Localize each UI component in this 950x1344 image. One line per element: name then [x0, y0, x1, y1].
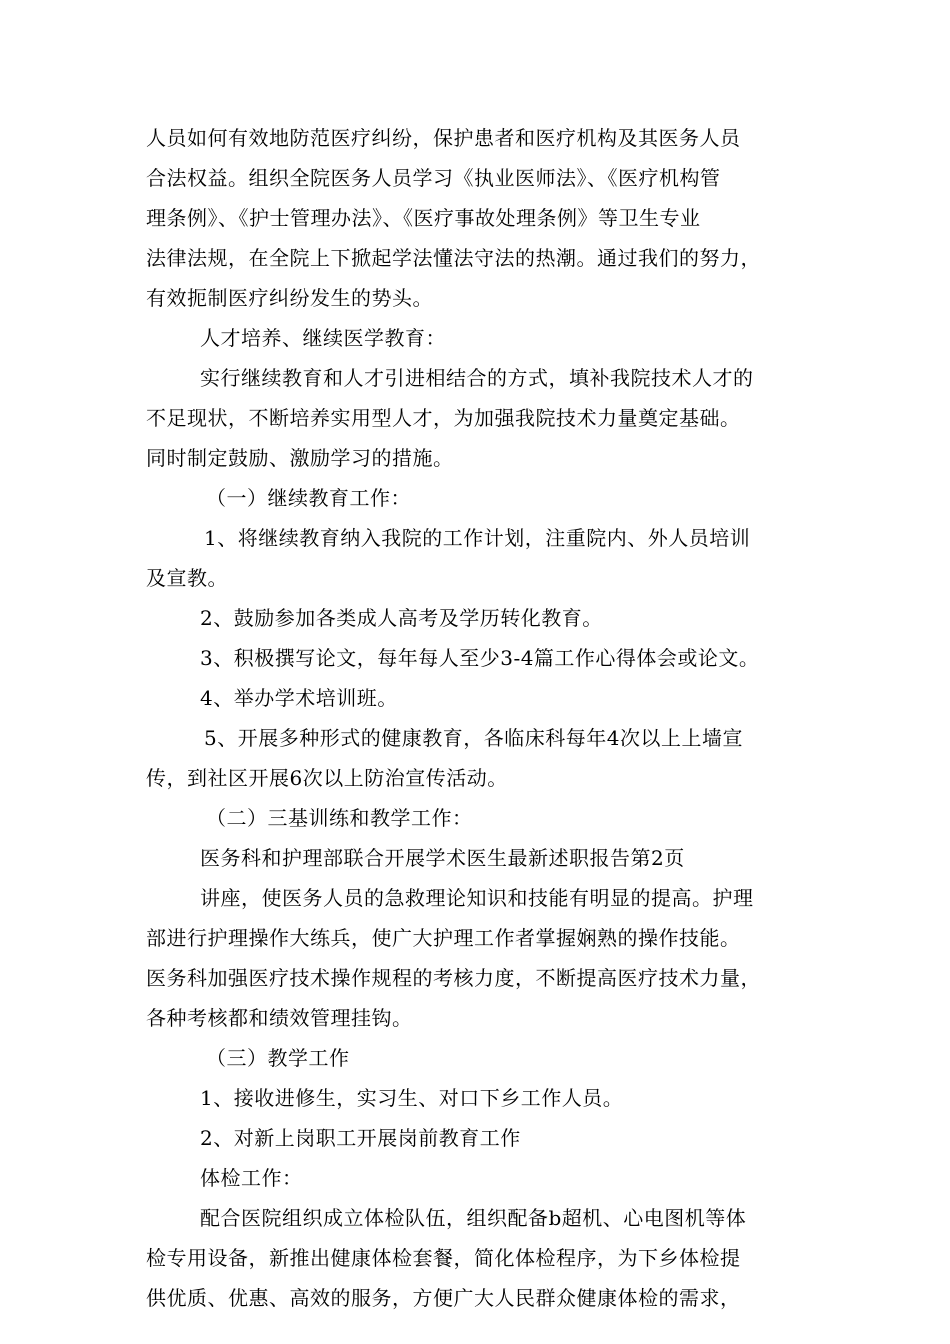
paragraph-line: 合法权益。组织全院医务人员学习《执业医师法》、《医疗机构管 — [146, 166, 721, 190]
paragraph-line: 部进行护理操作大练兵，使广大护理工作者掌握娴熟的操作技能。 — [146, 926, 741, 950]
paragraph-line: 不足现状，不断培养实用型人才，为加强我院技术力量奠定基础。 — [146, 406, 741, 430]
list-item: 1、接收进修生，实习生、对口下乡工作人员。 — [200, 1086, 624, 1110]
subsection-heading: （三）教学工作 — [206, 1046, 350, 1070]
list-item: 4、举办学术培训班。 — [200, 686, 398, 710]
paragraph-line: 同时制定鼓励、激励学习的措施。 — [146, 446, 454, 470]
paragraph-line: 及宣教。 — [146, 566, 228, 590]
list-item: 5、开展多种形式的健康教育，各临床科每年4次以上上墙宣 — [204, 726, 743, 750]
paragraph-line: 供优质、优惠、高效的服务，方便广大人民群众健康体检的需求， — [146, 1286, 741, 1310]
list-item: 2、鼓励参加各类成人高考及学历转化教育。 — [200, 606, 603, 630]
paragraph-line: 传，到社区开展6次以上防治宣传活动。 — [146, 766, 508, 790]
paragraph-line: 有效扼制医疗纠纷发生的势头。 — [146, 286, 433, 310]
paragraph-line: 理条例》、《护士管理办法》、《医疗事故处理条例》等卫生专业 — [146, 206, 701, 230]
paragraph-line: 实行继续教育和人才引进相结合的方式，填补我院技术人才的 — [200, 366, 754, 390]
section-heading: 体检工作： — [200, 1166, 303, 1190]
paragraph-line: 配合医院组织成立体检队伍，组织配备b超机、心电图机等体 — [200, 1206, 747, 1230]
list-item: 2、对新上岗职工开展岗前教育工作 — [200, 1126, 521, 1150]
list-item: 1、将继续教育纳入我院的工作计划，注重院内、外人员培训 — [204, 526, 751, 550]
paragraph-line: 讲座，使医务人员的急救理论知识和技能有明显的提高。护理 — [200, 886, 754, 910]
paragraph-line: 人员如何有效地防范医疗纠纷，保护患者和医疗机构及其医务人员 — [146, 126, 741, 150]
subsection-heading: （一）继续教育工作： — [206, 486, 411, 510]
paragraph-line: 法律法规，在全院上下掀起学法懂法守法的热潮。通过我们的努力， — [146, 246, 761, 270]
section-heading: 人才培养、继续医学教育： — [200, 326, 446, 350]
list-item: 3、积极撰写论文，每年每人至少3-4篇工作心得体会或论文。 — [200, 646, 760, 670]
paragraph-line: 各种考核都和绩效管理挂钩。 — [146, 1006, 413, 1030]
paragraph-line: 检专用设备，新推出健康体检套餐，简化体检程序，为下乡体检提 — [146, 1246, 741, 1270]
subsection-heading: （二）三基训练和教学工作： — [206, 806, 473, 830]
paragraph-line: 医务科加强医疗技术操作规程的考核力度，不断提高医疗技术力量， — [146, 966, 761, 990]
paragraph-line: 医务科和护理部联合开展学术医生最新述职报告第2页 — [200, 846, 685, 870]
